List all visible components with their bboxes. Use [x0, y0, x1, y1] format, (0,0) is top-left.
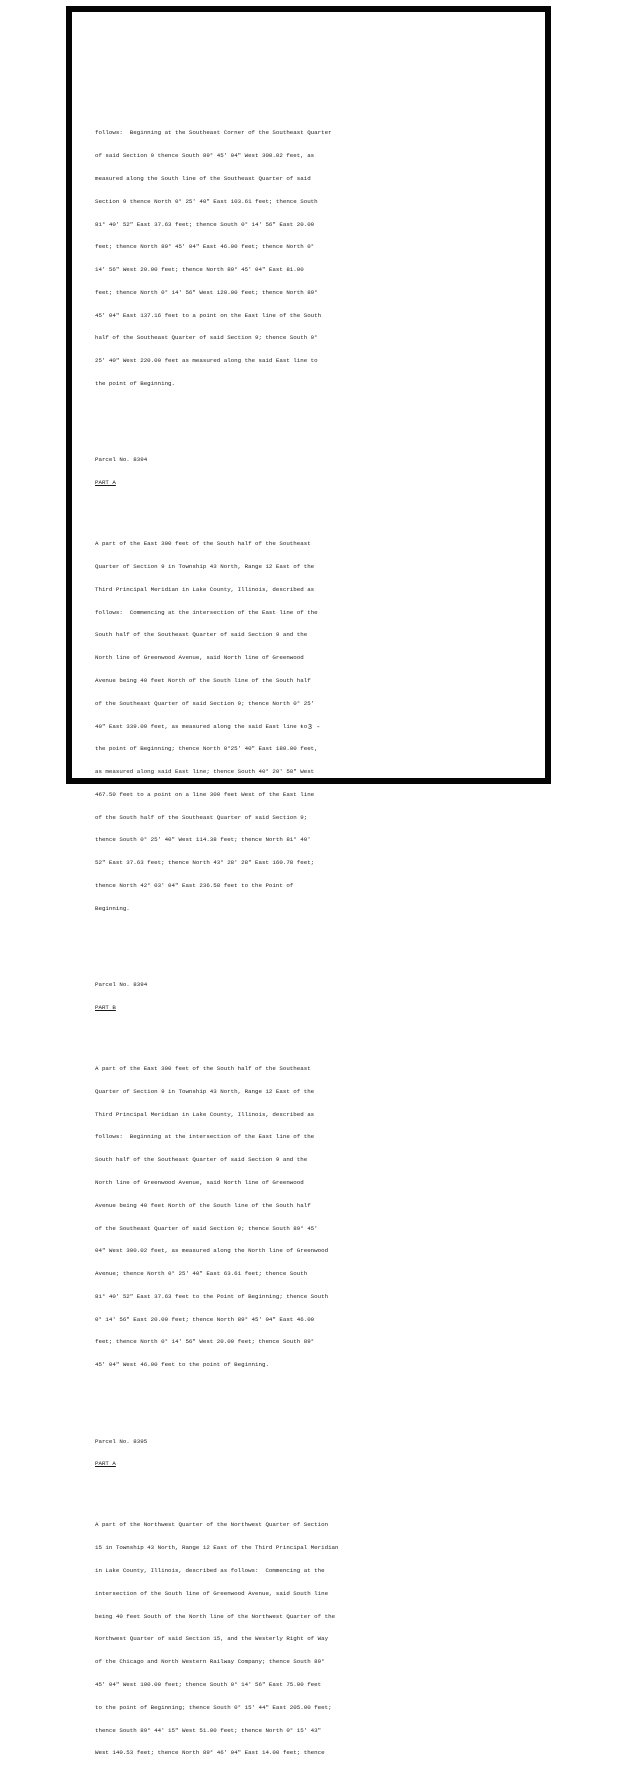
text-line: the point of Beginning; thence North 0°25' 40" East 180.00 feet, — [95, 745, 318, 753]
text-line: thence South 89° 44' 15" West 51.00 feet; thence North 0° 15' 43" — [95, 1726, 322, 1734]
intro-paragraph — [95, 114, 425, 403]
text-line: Quarter of Section 9 in Township 43 North, Range 12 East of the — [95, 563, 315, 571]
text-line: 25' 40" West 220.00 feet as measured along the said East line to — [95, 357, 318, 365]
text-line: intersection of the South line of Greenwood Avenue, said South line — [95, 1589, 329, 1597]
text-line: Third Principal Meridian in Lake County, Illinois, described as — [95, 1110, 315, 1118]
text-line: 14' 56" West 20.00 feet; thence North 89° 45' 04" East 81.00 — [95, 266, 304, 274]
text-line: West 140.53 feet; thence North 89° 46' 04" East 14.00 feet; thence — [95, 1749, 325, 1757]
text-line: 45' 04" West 100.00 feet; thence South 0° 14' 56" East 75.00 feet — [95, 1680, 322, 1688]
legal-description-paragraph — [95, 1050, 425, 1384]
text-line: 52" East 37.63 feet; thence North 43° 28' 28" East 160.78 feet; — [95, 859, 315, 867]
text-line: Avenue being 40 feet North of the South line of the South half — [95, 1201, 311, 1209]
text-line: the point of Beginning. — [95, 379, 176, 387]
text-line: A part of the Northwest Quarter of the Northwest Quarter of Section — [95, 1521, 329, 1529]
page-number: - 3 - — [299, 724, 321, 732]
text-line: Third Principal Meridian in Lake County, Illinois, described as — [95, 585, 315, 593]
text-line: in Lake County, Illinois, described as follows: Commencing at the — [95, 1567, 325, 1575]
text-line: 45' 04" West 46.00 feet to the point of Beginning. — [95, 1361, 269, 1369]
text-line: of the South half of the Southeast Quarter of said Section 9; — [95, 813, 308, 821]
text-line: thence South 0° 25' 40" West 114.38 feet; thence North 81° 40' — [95, 836, 311, 844]
text-line: of the Chicago and North Western Railway Company; thence South 89° — [95, 1658, 325, 1666]
parcel-heading: Parcel No. 8395 — [95, 1437, 148, 1445]
text-line: feet; thence North 0° 14' 56" West 120.00 feet; thence North 89° — [95, 288, 318, 296]
text-line: A part of the East 300 feet of the South half of the Southeast — [95, 1065, 311, 1073]
text-line: follows: Beginning at the intersection of the East line of the — [95, 1133, 315, 1141]
text-line: 81° 40' 52" East 37.63 feet to the Point of Beginning; thence South — [95, 1292, 329, 1300]
text-line: 40" East 339.00 feet, as measured along the said East line to — [95, 722, 308, 730]
text-line: Quarter of Section 9 in Township 43 North, Range 12 East of the — [95, 1087, 315, 1095]
text-line: to the point of Beginning; thence South 0° 15' 44" East 205.00 feet; — [95, 1703, 332, 1711]
part-heading: PART A — [95, 1460, 116, 1468]
text-line: of the Southeast Quarter of said Section 9; thence South 89° 45' — [95, 1224, 318, 1232]
text-line: South half of the Southeast Quarter of said Section 9 and the — [95, 631, 308, 639]
document-text — [95, 99, 425, 1780]
part-heading: PART A — [95, 479, 116, 487]
text-line: South half of the Southeast Quarter of said Section 9 and the — [95, 1156, 308, 1164]
text-line: of the Southeast Quarter of said Section 9; thence North 0° 25' — [95, 699, 315, 707]
text-line: 81° 40' 52" East 37.63 feet; thence South 0° 14' 56" East 20.00 — [95, 220, 315, 228]
text-line: being 40 feet South of the North line of the Northwest Quarter of the — [95, 1612, 336, 1620]
text-line: feet; thence North 89° 45' 04" East 46.00 feet; thence North 0° — [95, 243, 315, 251]
text-line: half of the Southeast Quarter of said Section 9; thence South 0° — [95, 334, 318, 342]
text-line: measured along the South line of the Southeast Quarter of said — [95, 174, 311, 182]
parcel-heading: Parcel No. 8394 — [95, 981, 148, 989]
legal-description-paragraph — [95, 1506, 425, 1772]
text-line: as measured along said East line; thence South 40° 20' 50" West — [95, 768, 315, 776]
text-line: 0° 14' 56" East 20.00 feet; thence North 89° 45' 04" East 46.00 — [95, 1315, 315, 1323]
text-line: Section 9 thence North 0° 25' 40" East 103.61 feet; thence South — [95, 197, 318, 205]
text-line: thence North 42° 03' 04" East 236.58 feet to the Point of — [95, 881, 294, 889]
text-line: North line of Greenwood Avenue, said North line of Greenwood — [95, 1178, 304, 1186]
text-line: 15 in Township 43 North, Range 12 East of the Third Principal Meridian — [95, 1544, 339, 1552]
text-line: Beginning. — [95, 904, 130, 912]
text-line: follows: Commencing at the intersection of the East line of the — [95, 608, 318, 616]
text-line: of said Section 9 thence South 89° 45' 04" West 300.02 feet, as — [95, 152, 315, 160]
parcel-heading: Parcel No. 8394 — [95, 456, 148, 464]
part-heading: PART B — [95, 1003, 116, 1011]
text-line: Northwest Quarter of said Section 15, and the Westerly Right of Way — [95, 1635, 329, 1643]
text-line: 45' 04" East 137.16 feet to a point on the East line of the South — [95, 311, 322, 319]
text-line: North line of Greenwood Avenue, said North line of Greenwood — [95, 654, 304, 662]
text-line: follows: Beginning at the Southeast Corner of the Southeast Quarter — [95, 129, 332, 137]
text-line: A part of the East 300 feet of the South half of the Southeast — [95, 540, 311, 548]
text-line: feet; thence North 0° 14' 56" West 20.00 feet; thence South 89° — [95, 1338, 315, 1346]
text-line: 04" West 300.02 feet, as measured along the North line of Greenwood — [95, 1247, 329, 1255]
text-line: Avenue; thence North 0° 25' 40" East 63.61 feet; thence South — [95, 1270, 308, 1278]
text-line: 467.50 feet to a point on a line 300 feet West of the East line — [95, 790, 315, 798]
text-line: Avenue being 40 feet North of the South line of the South half — [95, 676, 311, 684]
